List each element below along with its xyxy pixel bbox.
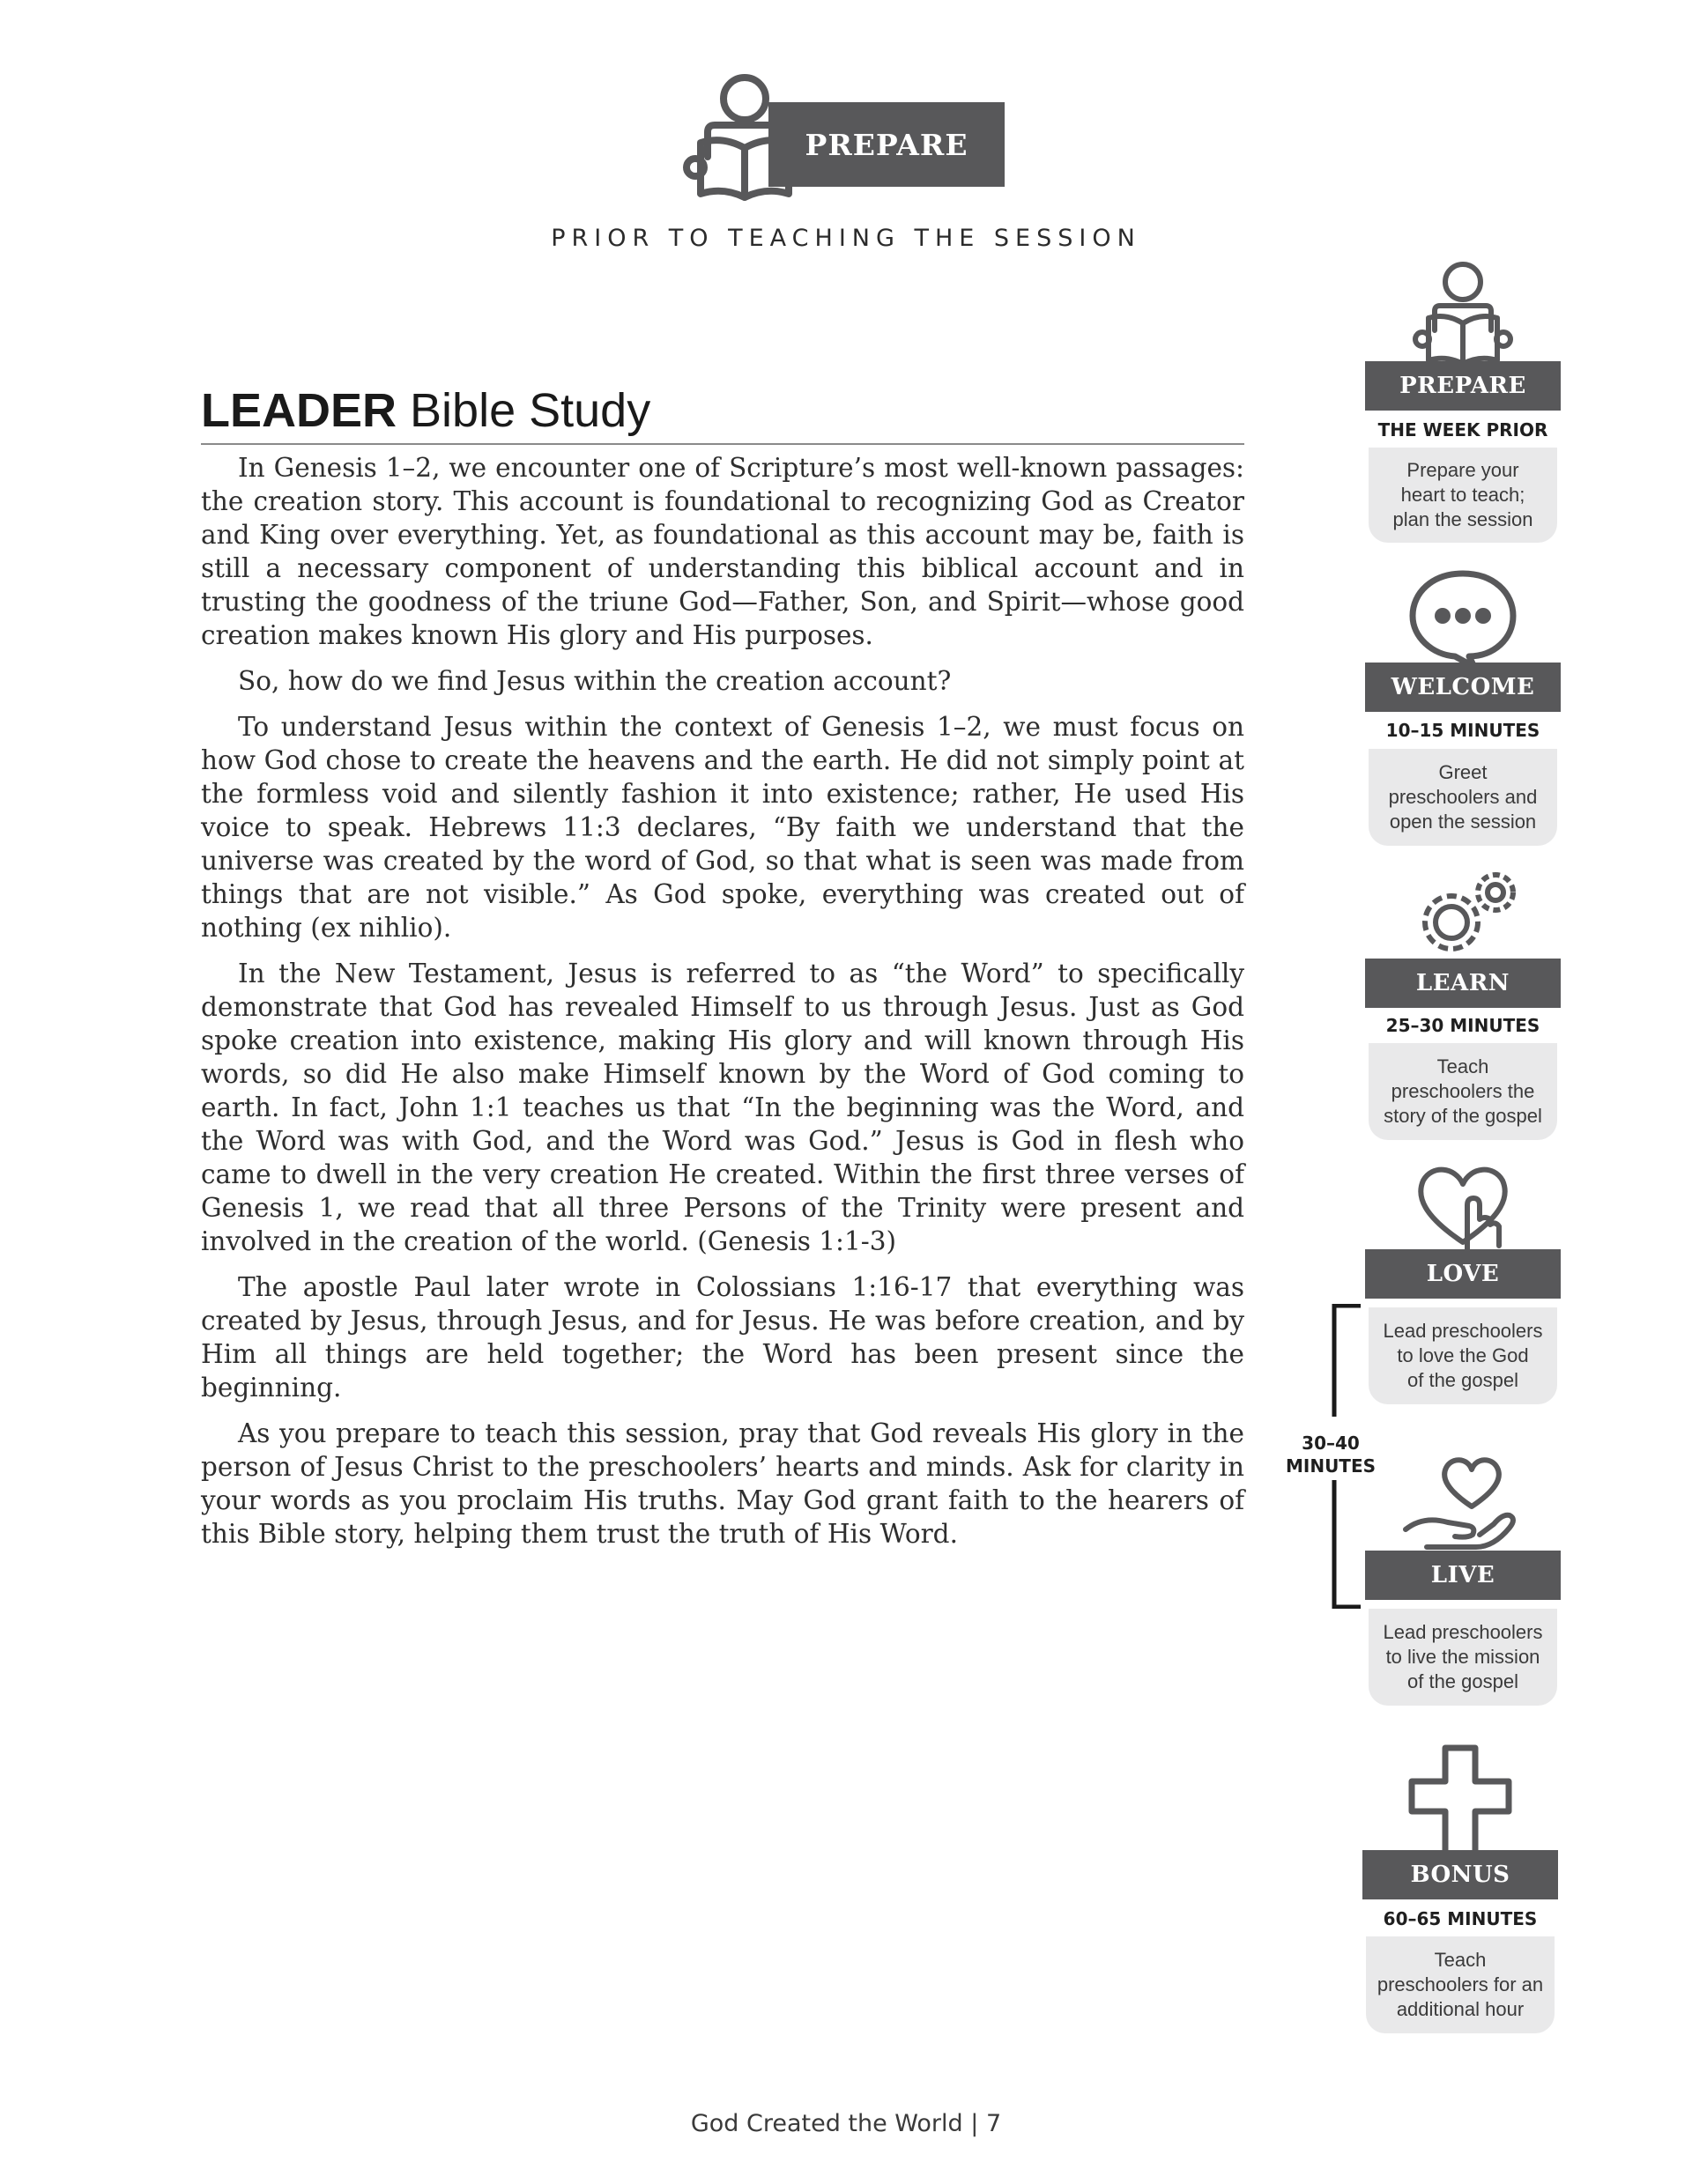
footer-title: God Created the World bbox=[690, 2110, 963, 2137]
bracket-time-unit: MINUTES bbox=[1285, 1455, 1377, 1477]
heart-hand-icon bbox=[1370, 1161, 1555, 1251]
desc-line: of the gospel bbox=[1407, 1369, 1518, 1391]
gears-icon bbox=[1370, 868, 1555, 963]
desc-line: Teach bbox=[1434, 1949, 1487, 1971]
paragraph: In Genesis 1–2, we encounter one of Scripture’s most well-known passages: the creation story. This account is foundational to recognizing God as Creator and King over everything. Yet, as foundational as this account may be, faith is still a necessary component of understanding this biblical account and in trusting the goodness of the triune God—Father, Son, and Spirit—whose good creation makes known His glory and His purposes. bbox=[201, 453, 1244, 650]
bible-study-text bbox=[201, 451, 1244, 1563]
desc-line: to love the God bbox=[1397, 1344, 1529, 1366]
desc-line: to live the mission bbox=[1385, 1646, 1540, 1668]
stage-welcome-desc bbox=[1369, 749, 1557, 846]
speech-bubble-icon bbox=[1370, 568, 1555, 665]
desc-line: preschoolers for an bbox=[1377, 1973, 1544, 1995]
bracket-time-value: 30–40 bbox=[1302, 1433, 1360, 1454]
stage-live-desc bbox=[1369, 1609, 1557, 1706]
desc-line: preschoolers and bbox=[1388, 786, 1538, 808]
desc-line: of the gospel bbox=[1407, 1670, 1518, 1692]
reader-icon bbox=[1370, 260, 1555, 364]
desc-line: additional hour bbox=[1396, 1998, 1525, 2020]
prepare-tag: PREPARE bbox=[768, 102, 1005, 187]
stage-learn-label: LEARN bbox=[1365, 959, 1561, 1008]
paragraph: The apostle Paul later wrote in Colossians 1:16-17 that everything was created by Jesus, through Jesus, and for Jesus. He was before creation, and by Him all things are held together; the Word has been present since the beginning. bbox=[201, 1272, 1244, 1403]
plus-icon bbox=[1368, 1743, 1553, 1857]
stage-bonus-label: BONUS bbox=[1362, 1850, 1558, 1899]
desc-line: plan the session bbox=[1392, 508, 1533, 530]
desc-line: open the session bbox=[1389, 811, 1537, 833]
page-footer bbox=[582, 2110, 1110, 2137]
stage-learn-desc bbox=[1369, 1043, 1557, 1140]
paragraph: As you prepare to teach this session, pray that God reveals His glory in the person of Jesus Christ to the preschoolers’ hearts and minds. Ask for clarity in your words as you proclaim His truths. May God grant faith to the hearers of this Bible story, helping them trust the truth of His Word. bbox=[201, 1418, 1244, 1549]
stage-love-desc bbox=[1369, 1307, 1557, 1404]
desc-line: Teach bbox=[1436, 1055, 1489, 1077]
stage-bonus-time: 60–65 MINUTES bbox=[1383, 1908, 1538, 1929]
paragraph: In the New Testament, Jesus is referred to as “the Word” to specifically demonstrate that God has revealed Himself to us through Jesus. Just as God spoke creation into existence, making His glory and will known through His words, so did He also make Himself known by the Word of God coming to earth. In fact, John 1:1 teaches us that “In the beginning was the Word, and the Word was with God, and the Word was God.” Jesus is God in flesh who came to dwell in the very creation He created. Within the first three verses of Genesis 1, we read that all three Persons of the Trinity were present and involved in the creation of the world. (Genesis 1:1-3) bbox=[201, 959, 1244, 1256]
desc-line: Lead preschoolers bbox=[1383, 1320, 1543, 1342]
stage-prepare-label: PREPARE bbox=[1365, 361, 1561, 411]
footer-separator: | bbox=[970, 2110, 979, 2137]
desc-line: Lead preschoolers bbox=[1383, 1621, 1543, 1643]
title-bold: LEADER bbox=[201, 384, 397, 437]
paragraph: To understand Jesus within the context of Genesis 1–2, we must focus on how God chose to create the heavens and the earth. He did not simply point at the formless void and silently fashion it into existence; rather, He used His voice to speak. Hebrews 11:3 declares, “By faith we understand that the universe was created by the word of God, so that what is seen was made from things that are not visible.” As God spoke, everything was created out of nothing (ex nihlio). bbox=[201, 712, 1244, 943]
heart-in-hand-icon bbox=[1370, 1454, 1555, 1552]
stage-prepare-time: THE WEEK PRIOR bbox=[1377, 419, 1548, 441]
stage-bonus-desc bbox=[1366, 1936, 1555, 2033]
stage-learn-time: 25–30 MINUTES bbox=[1385, 1015, 1540, 1036]
stage-welcome-time: 10–15 MINUTES bbox=[1385, 720, 1540, 741]
title-rest: Bible Study bbox=[410, 384, 651, 437]
header-subtitle: PRIOR TO TEACHING THE SESSION bbox=[551, 225, 1141, 252]
stage-prepare-desc bbox=[1369, 448, 1557, 543]
paragraph: So, how do we find Jesus within the creation account? bbox=[238, 666, 952, 696]
desc-line: heart to teach; bbox=[1400, 484, 1525, 506]
stage-welcome-label: WELCOME bbox=[1365, 663, 1561, 712]
page-title bbox=[201, 383, 1244, 438]
desc-line: story of the gospel bbox=[1384, 1105, 1542, 1127]
desc-line: Greet bbox=[1438, 761, 1488, 783]
stage-live-label: LIVE bbox=[1365, 1551, 1561, 1600]
desc-line: Prepare your bbox=[1406, 459, 1519, 481]
page-number: 7 bbox=[985, 2110, 1002, 2137]
heading-rule bbox=[201, 443, 1244, 445]
stage-love-label: LOVE bbox=[1365, 1249, 1561, 1299]
desc-line: preschoolers the bbox=[1391, 1080, 1535, 1102]
